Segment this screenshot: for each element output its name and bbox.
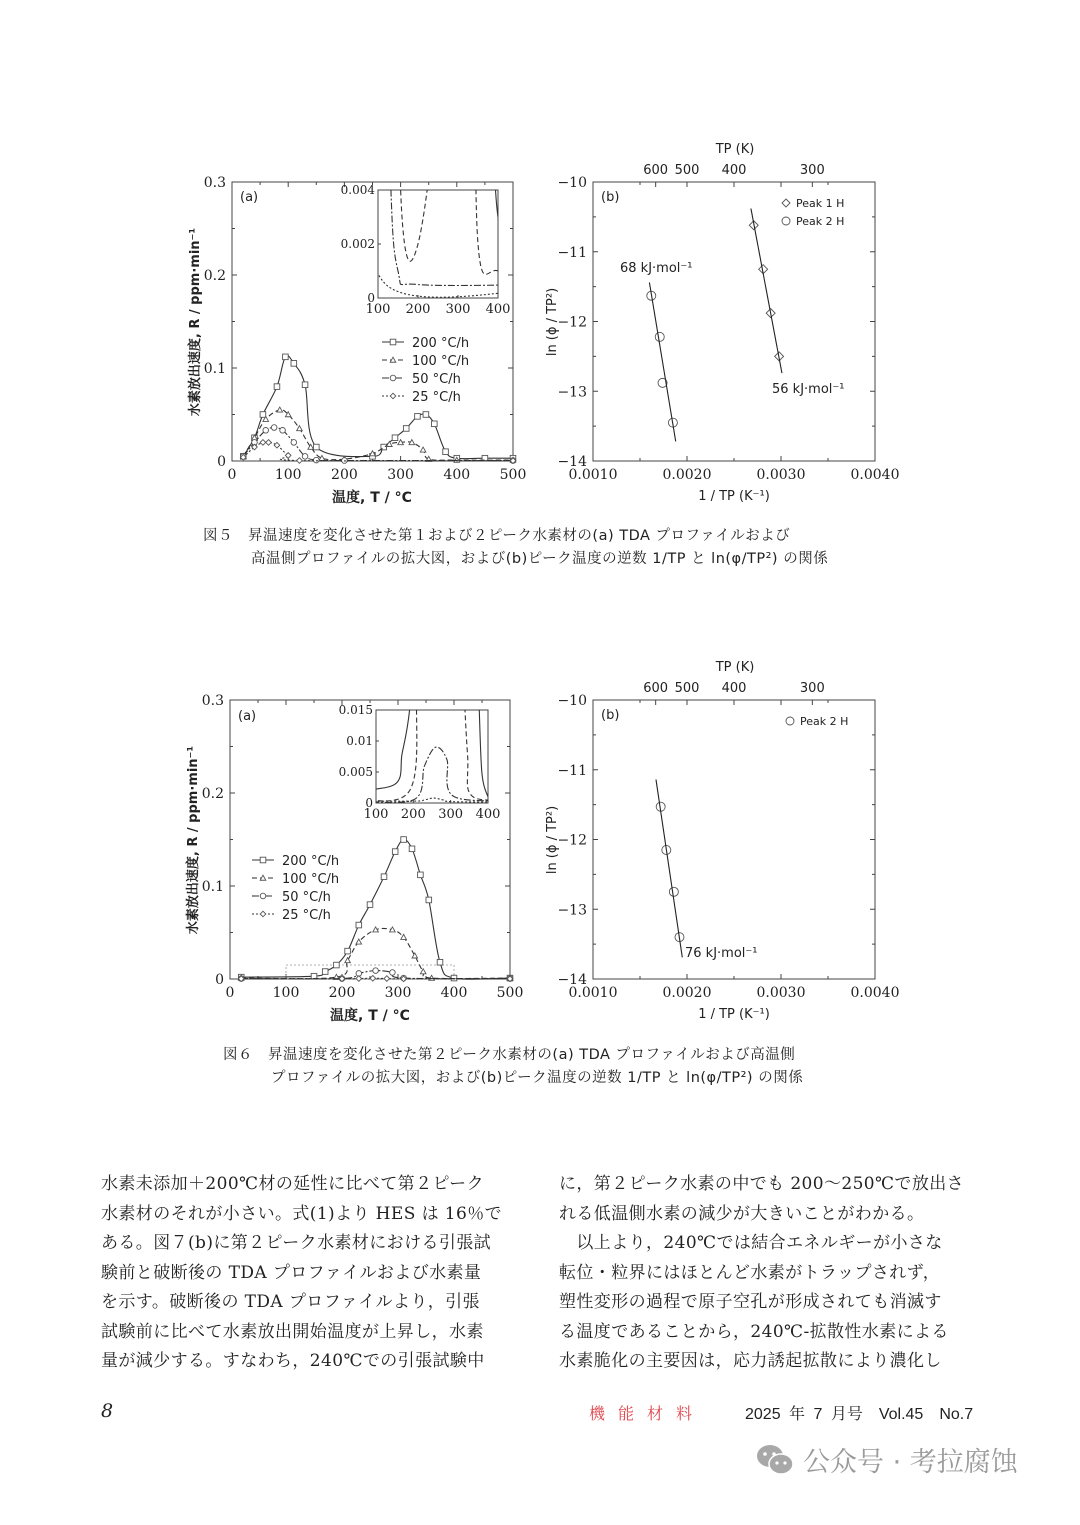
body-line: ある。図７(b)に第２ピーク水素材における引張試 bbox=[101, 1233, 492, 1253]
data-point-diamond bbox=[260, 911, 266, 917]
inset-y-tick-label: 0.01 bbox=[346, 734, 373, 748]
x-tick-label: 0.0010 bbox=[568, 985, 618, 1001]
y-axis-label: ln (ϕ / TP²) bbox=[545, 287, 560, 357]
y-tick-label: −10 bbox=[557, 693, 587, 709]
data-point-circle bbox=[373, 968, 379, 974]
legend-label: 200 °C/h bbox=[412, 336, 470, 351]
activation-energy-label: 76 kJ·mol⁻¹ bbox=[685, 946, 758, 961]
page-number: 8 bbox=[101, 1400, 114, 1422]
figure6b-chart bbox=[545, 660, 900, 1022]
x-axis-label: 温度, T / °C bbox=[330, 1008, 410, 1024]
inset-x-tick-label: 100 bbox=[365, 302, 391, 317]
x-tick-label: 0 bbox=[225, 985, 235, 1001]
body-line: を示す。破断後の TDA プロファイルより，引張 bbox=[101, 1292, 480, 1312]
data-point-triangle bbox=[345, 958, 351, 963]
fit-line bbox=[751, 209, 782, 374]
data-point-diamond bbox=[274, 442, 280, 448]
inset-y-tick-label: 0 bbox=[365, 796, 373, 810]
data-point-triangle bbox=[420, 969, 426, 974]
activation-energy-label: 68 kJ·mol⁻¹ bbox=[620, 261, 693, 276]
x-tick-label: 0 bbox=[227, 467, 237, 483]
y-axis-label: 水素放出速度, R / ppm·min⁻¹ bbox=[186, 745, 201, 935]
caption-line: 図５ 昇温速度を変化させた第１および２ピーク水素材の(a) TDA プロファイルおよび bbox=[203, 528, 791, 544]
y-tick-label: 0.3 bbox=[201, 693, 224, 709]
data-point-square bbox=[443, 449, 449, 455]
y-tick-label: 0.1 bbox=[201, 879, 224, 895]
top-tick-label: 300 bbox=[799, 163, 825, 178]
data-point-circle bbox=[786, 717, 794, 725]
data-point-square bbox=[415, 414, 421, 420]
data-point-triangle bbox=[401, 934, 407, 939]
y-tick-label: 0 bbox=[217, 454, 226, 470]
y-axis-label: ln (ϕ / TP²) bbox=[545, 805, 560, 875]
x-axis-label: 温度, T / °C bbox=[332, 490, 412, 506]
data-point-diamond bbox=[390, 393, 396, 399]
top-tick-label: 500 bbox=[674, 163, 700, 178]
body-line: 塑性変形の過程で原子空孔が形成されても消滅す bbox=[559, 1292, 942, 1312]
x-tick-label: 0.0010 bbox=[568, 467, 618, 483]
y-tick-label: 0 bbox=[215, 972, 224, 988]
top-axis-label: TP (K) bbox=[715, 142, 755, 157]
data-point-diamond bbox=[370, 975, 376, 981]
data-point-square bbox=[409, 846, 415, 852]
figure6a-chart bbox=[185, 282, 525, 1024]
legend-label: Peak 2 H bbox=[796, 215, 845, 228]
series-line bbox=[243, 410, 513, 460]
data-point-circle bbox=[655, 332, 664, 341]
body-line: 試験前に比べて水素放出開始温度が上昇し，水素 bbox=[101, 1321, 484, 1342]
data-point-square bbox=[403, 426, 409, 432]
body-column-left bbox=[101, 1170, 521, 1377]
inset-x-tick-label: 300 bbox=[438, 807, 464, 822]
data-point-square bbox=[426, 897, 432, 903]
panel-label: (b) bbox=[601, 190, 620, 205]
x-axis-label: 1 / TP (K⁻¹) bbox=[698, 489, 770, 504]
legend-label: 25 °C/h bbox=[412, 390, 461, 405]
watermark-text: 公众号 · 考拉腐蚀 bbox=[803, 1447, 1018, 1478]
data-point-circle bbox=[291, 440, 297, 446]
y-tick-label: 0.2 bbox=[201, 786, 224, 802]
y-tick-label: −11 bbox=[557, 244, 587, 261]
figure5a-chart bbox=[187, 0, 538, 506]
data-point-square bbox=[302, 382, 308, 388]
x-tick-label: 200 bbox=[328, 985, 356, 1001]
legend-label: Peak 2 H bbox=[800, 715, 849, 728]
data-point-square bbox=[437, 959, 443, 965]
series-line bbox=[243, 356, 513, 459]
data-point-circle bbox=[669, 887, 678, 896]
data-point-circle bbox=[280, 428, 286, 434]
x-tick-label: 0.0030 bbox=[756, 985, 806, 1001]
data-point-circle bbox=[263, 428, 269, 434]
data-point-circle bbox=[314, 457, 320, 463]
inset-frame bbox=[376, 710, 488, 803]
data-point-circle bbox=[390, 970, 396, 976]
body-column-right bbox=[559, 1170, 979, 1377]
data-point-triangle bbox=[420, 447, 426, 452]
x-axis-label: 1 / TP (K⁻¹) bbox=[698, 1007, 770, 1022]
data-point-diamond bbox=[260, 440, 266, 446]
inset-y-tick-label: 0.002 bbox=[340, 237, 375, 251]
plot-frame bbox=[593, 700, 875, 979]
top-tick-label: 400 bbox=[721, 163, 747, 178]
y-tick-label: −11 bbox=[557, 762, 587, 779]
body-line: 量が減少する。すなわち，240℃での引張試験中 bbox=[101, 1351, 485, 1371]
journal-name: 機能材料 bbox=[589, 1404, 706, 1423]
y-tick-label: −13 bbox=[557, 902, 587, 919]
data-point-square bbox=[291, 361, 297, 367]
body-line: 以上より，240℃では結合エネルギーが小さな bbox=[559, 1233, 943, 1253]
inset-x-tick-label: 200 bbox=[405, 302, 431, 317]
data-point-triangle bbox=[297, 426, 303, 431]
x-tick-label: 400 bbox=[440, 985, 468, 1001]
issue-info: 2025 年 7 月号 Vol.45 No.7 bbox=[745, 1406, 974, 1423]
figure6-caption bbox=[223, 1044, 803, 1090]
body-line: れる低温側水素の減少が大きいことがわかる。 bbox=[559, 1203, 925, 1224]
y-tick-label: −14 bbox=[557, 972, 587, 988]
data-point-diamond bbox=[384, 976, 390, 982]
body-line: 水素材のそれが小さい。式(1)より HES は 16％で bbox=[101, 1203, 503, 1224]
top-tick-label: 400 bbox=[721, 681, 747, 696]
figure5-caption bbox=[203, 525, 828, 571]
data-point-square bbox=[260, 412, 266, 418]
data-point-triangle bbox=[356, 939, 362, 944]
caption-line: プロファイルの拡大図，および(b)ピーク温度の逆数 1/TP と ln(φ/TP²) の関係 bbox=[271, 1070, 804, 1086]
data-point-triangle bbox=[277, 407, 283, 412]
data-point-square bbox=[345, 948, 351, 954]
y-tick-label: −12 bbox=[557, 314, 587, 331]
y-tick-label: −10 bbox=[557, 175, 587, 191]
data-point-square bbox=[322, 969, 328, 975]
y-tick-label: 0.2 bbox=[203, 268, 226, 284]
inset-x-tick-label: 400 bbox=[485, 302, 511, 317]
inset-x-tick-label: 200 bbox=[400, 807, 426, 822]
y-tick-label: 0.1 bbox=[203, 361, 226, 377]
x-tick-label: 0.0040 bbox=[850, 467, 900, 483]
inset-x-tick-label: 100 bbox=[363, 807, 389, 822]
inset-x-tick-label: 300 bbox=[445, 302, 471, 317]
legend-label: 200 °C/h bbox=[282, 854, 340, 869]
x-tick-label: 0.0020 bbox=[662, 985, 712, 1001]
figure5b-chart bbox=[545, 142, 900, 504]
body-line: 験前と破断後の TDA プロファイルおよび水素量 bbox=[101, 1262, 482, 1283]
x-tick-label: 400 bbox=[443, 467, 471, 483]
data-point-square bbox=[390, 339, 396, 345]
legend-label: 25 °C/h bbox=[282, 908, 331, 923]
y-tick-label: −14 bbox=[557, 454, 587, 470]
x-tick-label: 100 bbox=[272, 985, 300, 1001]
caption-line: 図６ 昇温速度を変化させた第２ピーク水素材の(a) TDA プロファイルおよび高温側 bbox=[223, 1047, 796, 1063]
data-point-square bbox=[274, 384, 280, 390]
data-point-diamond bbox=[782, 199, 790, 207]
panel-label: (a) bbox=[238, 709, 257, 724]
data-point-square bbox=[432, 421, 438, 427]
x-tick-label: 500 bbox=[499, 467, 527, 483]
data-point-square bbox=[334, 962, 340, 968]
body-line: 水素未添加＋200℃材の延性に比べて第２ピーク bbox=[101, 1174, 484, 1194]
inset-y-tick-label: 0.015 bbox=[338, 703, 373, 717]
data-point-square bbox=[392, 435, 398, 441]
top-tick-label: 600 bbox=[643, 163, 669, 178]
data-point-triangle bbox=[412, 953, 418, 958]
data-point-square bbox=[283, 354, 289, 360]
caption-line: 高温側プロファイルの拡大図，および(b)ピーク温度の逆数 1/TP と ln(φ/TP²) の関係 bbox=[251, 551, 829, 567]
y-tick-label: 0.3 bbox=[203, 175, 226, 191]
fit-line bbox=[656, 780, 682, 958]
inset-y-tick-label: 0.005 bbox=[338, 765, 373, 779]
data-point-square bbox=[392, 849, 398, 855]
data-point-circle bbox=[260, 893, 266, 899]
data-point-circle bbox=[782, 217, 790, 225]
legend-label: 100 °C/h bbox=[412, 354, 470, 369]
x-tick-label: 0.0020 bbox=[662, 467, 712, 483]
data-point-circle bbox=[302, 454, 308, 460]
x-tick-label: 100 bbox=[274, 467, 302, 483]
watermark bbox=[755, 1440, 1018, 1479]
data-point-square bbox=[314, 444, 320, 450]
x-tick-label: 0.0040 bbox=[850, 985, 900, 1001]
legend-label: 100 °C/h bbox=[282, 872, 340, 887]
legend-label: Peak 1 H bbox=[796, 197, 845, 210]
data-point-diamond bbox=[297, 458, 303, 464]
x-tick-label: 500 bbox=[496, 985, 524, 1001]
top-tick-label: 300 bbox=[799, 681, 825, 696]
data-point-square bbox=[381, 874, 387, 880]
top-axis-label: TP (K) bbox=[715, 660, 755, 675]
y-axis-label: 水素放出速度, R / ppm·min⁻¹ bbox=[188, 227, 203, 417]
inset-frame bbox=[378, 190, 498, 298]
data-point-circle bbox=[271, 425, 277, 431]
data-point-square bbox=[418, 872, 424, 878]
inset-y-tick-label: 0.004 bbox=[340, 183, 375, 197]
x-tick-label: 0.0030 bbox=[756, 467, 806, 483]
fit-line bbox=[649, 282, 675, 441]
data-point-square bbox=[356, 922, 362, 928]
y-tick-label: −12 bbox=[557, 832, 587, 849]
top-tick-label: 600 bbox=[643, 681, 669, 696]
body-line: る温度であることから，240℃‑拡散性水素による bbox=[559, 1321, 949, 1342]
y-tick-label: −13 bbox=[557, 384, 587, 401]
top-tick-label: 500 bbox=[674, 681, 700, 696]
legend-label: 50 °C/h bbox=[412, 372, 461, 387]
activation-energy-label: 56 kJ·mol⁻¹ bbox=[772, 382, 845, 397]
inset-y-tick-label: 0 bbox=[367, 291, 375, 305]
data-point-circle bbox=[390, 375, 396, 381]
data-point-diamond bbox=[356, 976, 362, 982]
data-point-square bbox=[367, 902, 373, 908]
x-tick-label: 300 bbox=[387, 467, 414, 483]
body-line: 転位・粒界にはほとんど水素がトラップされず， bbox=[559, 1262, 941, 1283]
data-point-square bbox=[260, 857, 266, 863]
x-tick-label: 200 bbox=[331, 467, 358, 483]
body-line: 水素脆化の主要因は，応力誘起拡散により濃化し bbox=[559, 1351, 942, 1371]
x-tick-label: 300 bbox=[384, 985, 412, 1001]
panel-label: (a) bbox=[240, 190, 259, 205]
wechat-icon bbox=[755, 1443, 795, 1477]
body-line: に，第２ピーク水素の中でも 200〜250℃で放出さ bbox=[559, 1174, 965, 1194]
legend-label: 50 °C/h bbox=[282, 890, 331, 905]
panel-label: (b) bbox=[601, 708, 620, 723]
data-point-diamond bbox=[266, 440, 272, 446]
data-point-square bbox=[423, 412, 429, 418]
inset-x-tick-label: 400 bbox=[475, 807, 501, 822]
data-point-square bbox=[401, 837, 407, 843]
